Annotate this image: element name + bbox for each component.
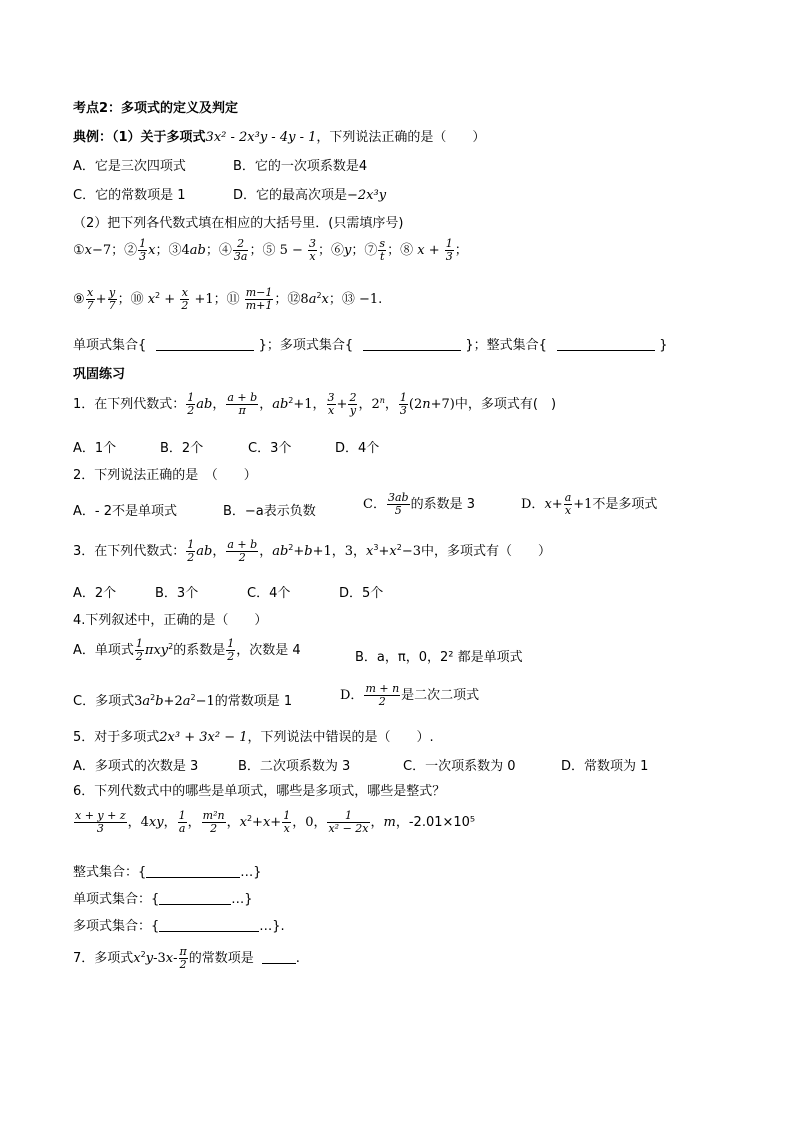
- q7-answer-blank[interactable]: [262, 951, 296, 964]
- set-mono-blank[interactable]: [156, 338, 254, 351]
- practice-q2-option-d: D．x+ $\frac{a}{x}$ +1不是多项式: [521, 491, 658, 517]
- example-q1-option-c: C．它的常数项是 1: [73, 188, 186, 203]
- example-q2-stem: （2）把下列各代数式填在相应的大括号里．(只需填序号): [73, 216, 404, 231]
- example-q1-option-b: B．它的一次项系数是4: [233, 159, 368, 174]
- example-q1-option-d-expr: −2x³y: [347, 188, 387, 203]
- practice-q4-option-a: A．单项式 $\frac{1}{2}$ πxy$^2$的系数是 $\frac{1}{2}$ ，次数是 4: [73, 637, 301, 663]
- example-q2-items-row1: ①x−7；② $\frac{1}{3}$ x；③4ab；④ $\frac{2}{3a}$ ；⑤ 5 − $\frac{3}{x}$ ；⑥y；⑦ $\frac{s}{t}$ ；⑧ x + $\frac{1}{3}$ ；: [73, 237, 468, 263]
- section-title: 考点2：多项式的定义及判定: [73, 101, 239, 116]
- example-q2-items-row2: ⑨ $\frac{x}{7}$ + $\frac{y}{7}$ ；⑩ $x^2$ + $\frac{x}{2}$ +1；⑪ $\frac{m-1}{m+1}$ ；$⑫8a^2x$；⑬ −1.: [73, 286, 383, 312]
- mono-set-blank[interactable]: [159, 892, 231, 905]
- example-q1-poly: 3x² - 2x³y - 4y - 1: [205, 130, 317, 145]
- practice-q1-stem: 1．在下列代数式： $\frac{1}{2}$ ab， $\frac{a + b}{\pi}$ ，$ab^2+1$， $\frac{3}{x}$ + $\frac{2}{y}$ ，2$^n$， $\frac{1}{3}$ (2n+7)中，多项式有( ): [73, 391, 557, 417]
- example-q1-lead: 典例：（1）关于多项式: [73, 130, 206, 145]
- practice-q6-poly-set: 多项式集合：{ …}.: [73, 919, 285, 934]
- int-set-blank[interactable]: [146, 865, 240, 878]
- example-q1-option-d-lead: D．它的最高次项是: [233, 188, 348, 203]
- poly-set-blank[interactable]: [159, 919, 259, 932]
- practice-q6-items: $\frac{x + y + z}{3}$ ，4xy， $\frac{1}{a}$ ， $\frac{\text{m²n}}{2}$ ，$x^2+x+$ $\frac{1}{x}$ ，0， $\frac{1}{\text{x² − 2x}}$ ，m，-2.01×10⁵: [75, 809, 476, 835]
- practice-q3-option-c: C．4个: [247, 586, 291, 601]
- practice-q1-option-c: C．3个: [248, 441, 292, 456]
- practice-q4-option-c: C．多项式$3a^2b+2a^2-1$的常数项是 1: [73, 693, 293, 709]
- practice-q3-option-a: A．2个: [73, 586, 117, 601]
- set-int-blank[interactable]: [557, 338, 655, 351]
- set-end: }: [659, 338, 668, 353]
- practice-q2-option-c: C． $\frac{3ab}{5}$ 的系数是 3: [363, 491, 475, 517]
- example-q2-sets: [73, 334, 668, 353]
- practice-q6-stem: 6．下列代数式中的哪些是单项式，哪些是多项式，哪些是整式？: [73, 784, 446, 799]
- example-q1-option-d: [233, 184, 386, 203]
- practice-q5-stem: 5．对于多项式2x³ + 3x² − 1，下列说法中错误的是（ ）.: [73, 730, 434, 745]
- practice-q2-option-b: B．−a表示负数: [223, 504, 316, 519]
- practice-q5-option-b: B．二次项系数为 3: [238, 759, 351, 774]
- practice-q7-stem: 7．多项式$x^2y-3x-$ $\frac{\pi}{2}$ 的常数项是 .: [73, 945, 300, 971]
- practice-heading: 巩固练习: [73, 367, 126, 382]
- set-int-label: }；整式集合{: [465, 338, 547, 353]
- practice-q1-option-b: B．2个: [160, 441, 204, 456]
- practice-q6-last-value: -2.01×10⁵: [408, 815, 476, 830]
- practice-q3-option-b: B．3个: [155, 586, 199, 601]
- practice-q1-option-d: D．4个: [335, 441, 380, 456]
- practice-q4-stem: 4.下列叙述中，正确的是（ ）: [73, 613, 268, 628]
- practice-q4-option-b: B．a，π，0，2² 都是单项式: [355, 650, 523, 665]
- set-mono-label: 单项式集合{: [73, 338, 147, 353]
- practice-q5-option-a: A．多项式的次数是 3: [73, 759, 199, 774]
- practice-q3-option-d: D．5个: [339, 586, 384, 601]
- practice-q5-option-d: D．常数项为 1: [561, 759, 649, 774]
- practice-q2-option-a: A．- 2不是单项式: [73, 504, 177, 519]
- practice-q2-stem: 2．下列说法正确的是 （ ）: [73, 468, 257, 483]
- example-q1-option-a: A．它是三次四项式: [73, 159, 186, 174]
- set-poly-label: }；多项式集合{: [258, 338, 354, 353]
- practice-q6-mono-set: 单项式集合：{ …}: [73, 892, 253, 907]
- example-q1-tail: ，下列说法正确的是（ ）: [316, 130, 486, 145]
- practice-q6-int-set: 整式集合：{ …}: [73, 865, 262, 880]
- example-q1-stem: [73, 126, 794, 145]
- practice-q3-stem: 3．在下列代数式： $\frac{1}{2}$ ab， $\frac{a + b}{2}$ ，$ab^2+b+1$，3，$x^3+x^2-3$中，多项式有（ ）: [73, 538, 552, 564]
- practice-q1-option-a: A．1个: [73, 441, 117, 456]
- set-poly-blank[interactable]: [363, 338, 461, 351]
- practice-q5-option-c: C．一次项系数为 0: [403, 759, 516, 774]
- practice-q4-option-d: D． $\frac{m + n}{2}$ 是二次二项式: [340, 682, 480, 708]
